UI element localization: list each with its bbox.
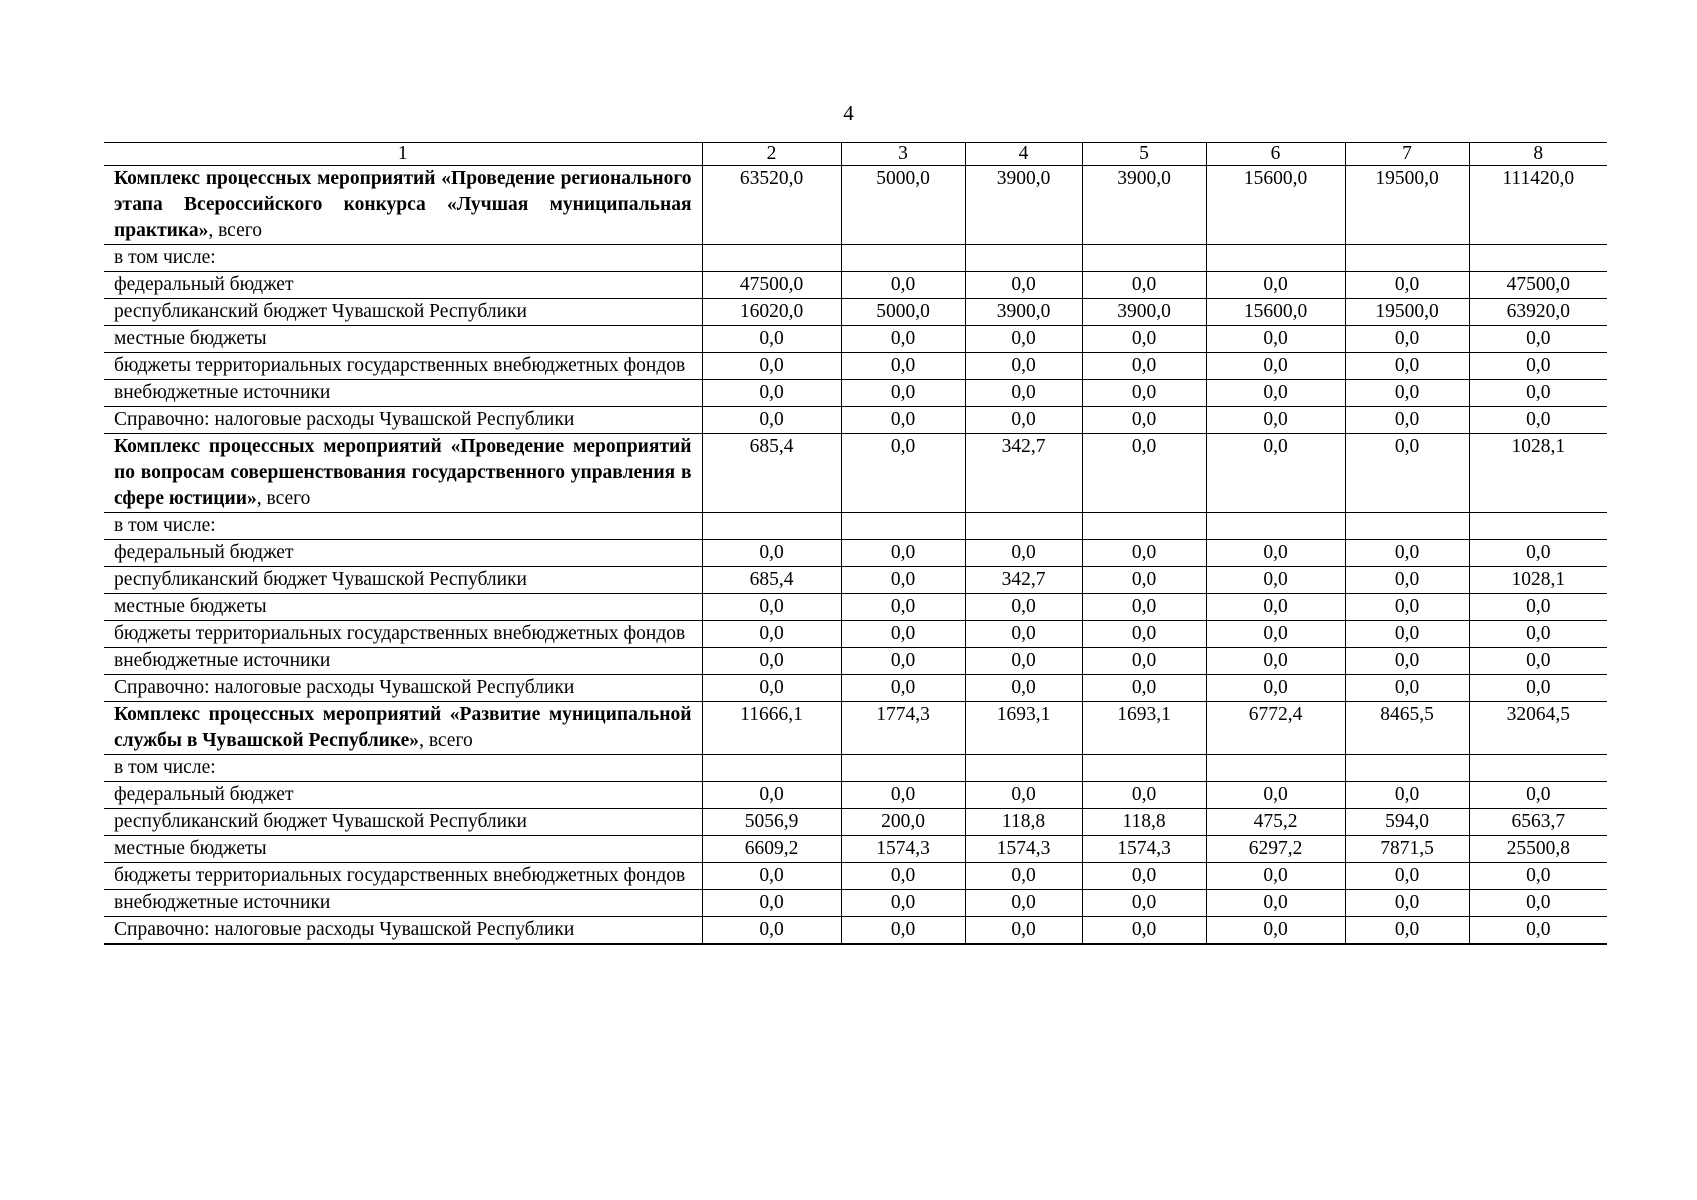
value-cell: 0,0 [1469, 621, 1607, 648]
row-label: бюджеты территориальных государственных внебюджетных фондов [104, 353, 702, 380]
value-cell: 7871,5 [1345, 836, 1469, 863]
empty-cell [1469, 755, 1607, 782]
value-cell: 3900,0 [1082, 299, 1206, 326]
value-cell: 0,0 [1206, 782, 1345, 809]
value-cell: 0,0 [1206, 890, 1345, 917]
empty-cell [1469, 513, 1607, 540]
value-cell: 0,0 [1082, 272, 1206, 299]
value-cell: 0,0 [841, 917, 965, 945]
empty-cell [841, 513, 965, 540]
value-cell: 0,0 [1082, 890, 1206, 917]
value-cell: 0,0 [841, 890, 965, 917]
value-cell: 15600,0 [1206, 299, 1345, 326]
empty-cell [1206, 755, 1345, 782]
table-row [104, 272, 1607, 299]
value-cell: 0,0 [1206, 407, 1345, 434]
value-cell: 0,0 [1345, 353, 1469, 380]
budget-table-body [104, 143, 1607, 945]
value-cell: 0,0 [965, 380, 1082, 407]
value-cell: 0,0 [1469, 863, 1607, 890]
value-cell: 25500,8 [1469, 836, 1607, 863]
section-total-row [104, 166, 1607, 245]
value-cell: 0,0 [841, 594, 965, 621]
value-cell: 342,7 [965, 567, 1082, 594]
value-cell: 0,0 [1469, 540, 1607, 567]
value-cell: 0,0 [1345, 621, 1469, 648]
row-label: республиканский бюджет Чувашской Республики [104, 567, 702, 594]
table-row [104, 540, 1607, 567]
row-label: внебюджетные источники [104, 890, 702, 917]
including-label: в том числе: [104, 513, 702, 540]
row-label: внебюджетные источники [104, 380, 702, 407]
value-cell: 0,0 [1206, 380, 1345, 407]
value-cell: 5000,0 [841, 299, 965, 326]
value-cell: 0,0 [1082, 540, 1206, 567]
value-cell: 0,0 [1345, 380, 1469, 407]
row-label: внебюджетные источники [104, 648, 702, 675]
value-cell: 342,7 [965, 434, 1082, 513]
value-cell: 0,0 [1206, 594, 1345, 621]
value-cell: 0,0 [1082, 675, 1206, 702]
value-cell: 0,0 [1469, 407, 1607, 434]
value-cell: 0,0 [1469, 648, 1607, 675]
value-cell: 16020,0 [702, 299, 841, 326]
value-cell: 0,0 [702, 648, 841, 675]
value-cell: 0,0 [1345, 782, 1469, 809]
value-cell: 0,0 [1206, 917, 1345, 945]
empty-cell [1345, 755, 1469, 782]
row-label: местные бюджеты [104, 836, 702, 863]
value-cell: 0,0 [841, 353, 965, 380]
value-cell: 0,0 [1345, 648, 1469, 675]
value-cell: 0,0 [965, 326, 1082, 353]
empty-cell [1082, 513, 1206, 540]
value-cell: 0,0 [1082, 648, 1206, 675]
section-total-row [104, 702, 1607, 755]
value-cell: 6772,4 [1206, 702, 1345, 755]
value-cell: 0,0 [841, 540, 965, 567]
table-row [104, 621, 1607, 648]
value-cell: 0,0 [841, 326, 965, 353]
table-row [104, 353, 1607, 380]
value-cell: 0,0 [841, 380, 965, 407]
including-label: в том числе: [104, 755, 702, 782]
table-row [104, 648, 1607, 675]
page-number: 4 [843, 101, 854, 125]
empty-cell [1469, 245, 1607, 272]
value-cell: 6563,7 [1469, 809, 1607, 836]
value-cell: 0,0 [1345, 890, 1469, 917]
value-cell: 475,2 [1206, 809, 1345, 836]
value-cell: 1693,1 [1082, 702, 1206, 755]
value-cell: 0,0 [1082, 863, 1206, 890]
value-cell: 0,0 [1206, 272, 1345, 299]
value-cell: 200,0 [841, 809, 965, 836]
value-cell: 0,0 [965, 917, 1082, 945]
column-number: 8 [1469, 143, 1607, 166]
including-row [104, 513, 1607, 540]
row-label: федеральный бюджет [104, 540, 702, 567]
empty-cell [1345, 513, 1469, 540]
value-cell: 0,0 [1469, 782, 1607, 809]
value-cell: 0,0 [1345, 863, 1469, 890]
row-label: местные бюджеты [104, 326, 702, 353]
value-cell: 0,0 [841, 407, 965, 434]
value-cell: 19500,0 [1345, 166, 1469, 245]
row-label: бюджеты территориальных государственных внебюджетных фондов [104, 621, 702, 648]
value-cell: 0,0 [1206, 567, 1345, 594]
value-cell: 0,0 [702, 782, 841, 809]
including-row [104, 245, 1607, 272]
empty-cell [702, 245, 841, 272]
value-cell: 32064,5 [1469, 702, 1607, 755]
empty-cell [841, 755, 965, 782]
value-cell: 6297,2 [1206, 836, 1345, 863]
value-cell: 1693,1 [965, 702, 1082, 755]
table-row [104, 675, 1607, 702]
value-cell: 0,0 [1206, 434, 1345, 513]
value-cell: 0,0 [841, 863, 965, 890]
value-cell: 0,0 [841, 434, 965, 513]
value-cell: 0,0 [1206, 353, 1345, 380]
value-cell: 0,0 [1469, 353, 1607, 380]
section-title: Комплекс процессных мероприятий «Проведение мероприятий по вопросам совершенствования государственного управления в сфере юстиции» [114, 436, 692, 509]
table-row [104, 782, 1607, 809]
value-cell: 63920,0 [1469, 299, 1607, 326]
value-cell: 0,0 [1345, 567, 1469, 594]
row-label: Справочно: налоговые расходы Чувашской Республики [104, 917, 702, 945]
value-cell: 0,0 [702, 407, 841, 434]
value-cell: 0,0 [1082, 326, 1206, 353]
column-number: 3 [841, 143, 965, 166]
value-cell: 0,0 [965, 648, 1082, 675]
section-title: Комплекс процессных мероприятий «Развитие муниципальной службы в Чувашской Республике» [114, 704, 692, 751]
table-row [104, 380, 1607, 407]
table-row [104, 594, 1607, 621]
empty-cell [1206, 513, 1345, 540]
empty-cell [841, 245, 965, 272]
value-cell: 3900,0 [965, 299, 1082, 326]
value-cell: 0,0 [702, 540, 841, 567]
value-cell: 0,0 [1345, 594, 1469, 621]
row-label: местные бюджеты [104, 594, 702, 621]
row-label: Справочно: налоговые расходы Чувашской Республики [104, 407, 702, 434]
value-cell: 0,0 [1345, 917, 1469, 945]
value-cell: 0,0 [1469, 890, 1607, 917]
value-cell: 0,0 [965, 890, 1082, 917]
column-number: 2 [702, 143, 841, 166]
row-label: федеральный бюджет [104, 782, 702, 809]
table-row [104, 567, 1607, 594]
value-cell: 0,0 [1206, 675, 1345, 702]
value-cell: 0,0 [1082, 567, 1206, 594]
value-cell: 0,0 [841, 621, 965, 648]
column-number: 4 [965, 143, 1082, 166]
value-cell: 0,0 [702, 380, 841, 407]
value-cell: 1028,1 [1469, 567, 1607, 594]
section-title-suffix: , всего [419, 730, 473, 751]
section-title-cell [104, 166, 702, 245]
value-cell: 685,4 [702, 434, 841, 513]
value-cell: 0,0 [702, 675, 841, 702]
empty-cell [965, 245, 1082, 272]
value-cell: 0,0 [702, 863, 841, 890]
value-cell: 0,0 [1082, 621, 1206, 648]
value-cell: 1574,3 [1082, 836, 1206, 863]
value-cell: 0,0 [841, 648, 965, 675]
row-label: Справочно: налоговые расходы Чувашской Республики [104, 675, 702, 702]
value-cell: 118,8 [1082, 809, 1206, 836]
value-cell: 6609,2 [702, 836, 841, 863]
column-number: 6 [1206, 143, 1345, 166]
value-cell: 0,0 [702, 353, 841, 380]
value-cell: 0,0 [1206, 621, 1345, 648]
including-row [104, 755, 1607, 782]
table-row [104, 326, 1607, 353]
value-cell: 0,0 [702, 621, 841, 648]
section-title-cell [104, 434, 702, 513]
value-cell: 0,0 [965, 863, 1082, 890]
empty-cell [702, 513, 841, 540]
section-title-cell [104, 702, 702, 755]
column-number: 7 [1345, 143, 1469, 166]
value-cell: 594,0 [1345, 809, 1469, 836]
section-title-suffix: , всего [256, 488, 311, 509]
value-cell: 0,0 [1082, 380, 1206, 407]
value-cell: 63520,0 [702, 166, 841, 245]
row-label: республиканский бюджет Чувашской Республики [104, 299, 702, 326]
value-cell: 5056,9 [702, 809, 841, 836]
value-cell: 0,0 [1469, 917, 1607, 945]
value-cell: 0,0 [1345, 326, 1469, 353]
value-cell: 11666,1 [702, 702, 841, 755]
value-cell: 0,0 [965, 675, 1082, 702]
table-row [104, 917, 1607, 945]
column-number: 5 [1082, 143, 1206, 166]
value-cell: 0,0 [702, 594, 841, 621]
value-cell: 0,0 [702, 917, 841, 945]
value-cell: 1774,3 [841, 702, 965, 755]
value-cell: 0,0 [1345, 272, 1469, 299]
value-cell: 0,0 [965, 540, 1082, 567]
section-total-row [104, 434, 1607, 513]
section-title-suffix: , всего [208, 220, 262, 241]
value-cell: 47500,0 [702, 272, 841, 299]
value-cell: 0,0 [841, 675, 965, 702]
value-cell: 47500,0 [1469, 272, 1607, 299]
row-label: республиканский бюджет Чувашской Республики [104, 809, 702, 836]
value-cell: 0,0 [965, 272, 1082, 299]
row-label: федеральный бюджет [104, 272, 702, 299]
value-cell: 0,0 [841, 567, 965, 594]
value-cell: 0,0 [1206, 540, 1345, 567]
value-cell: 1574,3 [965, 836, 1082, 863]
table-row [104, 809, 1607, 836]
value-cell: 1574,3 [841, 836, 965, 863]
value-cell: 5000,0 [841, 166, 965, 245]
table-row [104, 299, 1607, 326]
budget-table [104, 142, 1607, 945]
value-cell: 19500,0 [1345, 299, 1469, 326]
value-cell: 0,0 [1469, 594, 1607, 621]
section-title: Комплекс процессных мероприятий «Проведение регионального этапа Всероссийского конкурса «Лучшая муниципальная практика» [114, 168, 692, 241]
empty-cell [1206, 245, 1345, 272]
value-cell: 3900,0 [1082, 166, 1206, 245]
table-row [104, 836, 1607, 863]
value-cell: 0,0 [1082, 782, 1206, 809]
value-cell: 0,0 [1206, 648, 1345, 675]
value-cell: 0,0 [841, 272, 965, 299]
value-cell: 8465,5 [1345, 702, 1469, 755]
value-cell: 685,4 [702, 567, 841, 594]
value-cell: 118,8 [965, 809, 1082, 836]
empty-cell [702, 755, 841, 782]
empty-cell [965, 755, 1082, 782]
empty-cell [1345, 245, 1469, 272]
value-cell: 0,0 [965, 621, 1082, 648]
value-cell: 0,0 [1469, 380, 1607, 407]
value-cell: 0,0 [1206, 863, 1345, 890]
column-number-row [104, 143, 1607, 166]
value-cell: 0,0 [1345, 675, 1469, 702]
empty-cell [965, 513, 1082, 540]
value-cell: 0,0 [702, 890, 841, 917]
value-cell: 0,0 [1082, 353, 1206, 380]
row-label: бюджеты территориальных государственных внебюджетных фондов [104, 863, 702, 890]
value-cell: 1028,1 [1469, 434, 1607, 513]
value-cell: 0,0 [1345, 407, 1469, 434]
empty-cell [1082, 245, 1206, 272]
table-row [104, 863, 1607, 890]
value-cell: 0,0 [965, 353, 1082, 380]
value-cell: 0,0 [1082, 594, 1206, 621]
column-number: 1 [104, 143, 702, 166]
value-cell: 0,0 [1206, 326, 1345, 353]
value-cell: 15600,0 [1206, 166, 1345, 245]
value-cell: 0,0 [965, 594, 1082, 621]
value-cell: 0,0 [1345, 540, 1469, 567]
table-row [104, 407, 1607, 434]
value-cell: 111420,0 [1469, 166, 1607, 245]
including-label: в том числе: [104, 245, 702, 272]
value-cell: 0,0 [841, 782, 965, 809]
value-cell: 0,0 [1345, 434, 1469, 513]
value-cell: 0,0 [1082, 434, 1206, 513]
value-cell: 0,0 [1469, 326, 1607, 353]
value-cell: 3900,0 [965, 166, 1082, 245]
value-cell: 0,0 [702, 326, 841, 353]
value-cell: 0,0 [965, 407, 1082, 434]
value-cell: 0,0 [1082, 407, 1206, 434]
value-cell: 0,0 [1082, 917, 1206, 945]
table-row [104, 890, 1607, 917]
value-cell: 0,0 [1469, 675, 1607, 702]
empty-cell [1082, 755, 1206, 782]
value-cell: 0,0 [965, 782, 1082, 809]
